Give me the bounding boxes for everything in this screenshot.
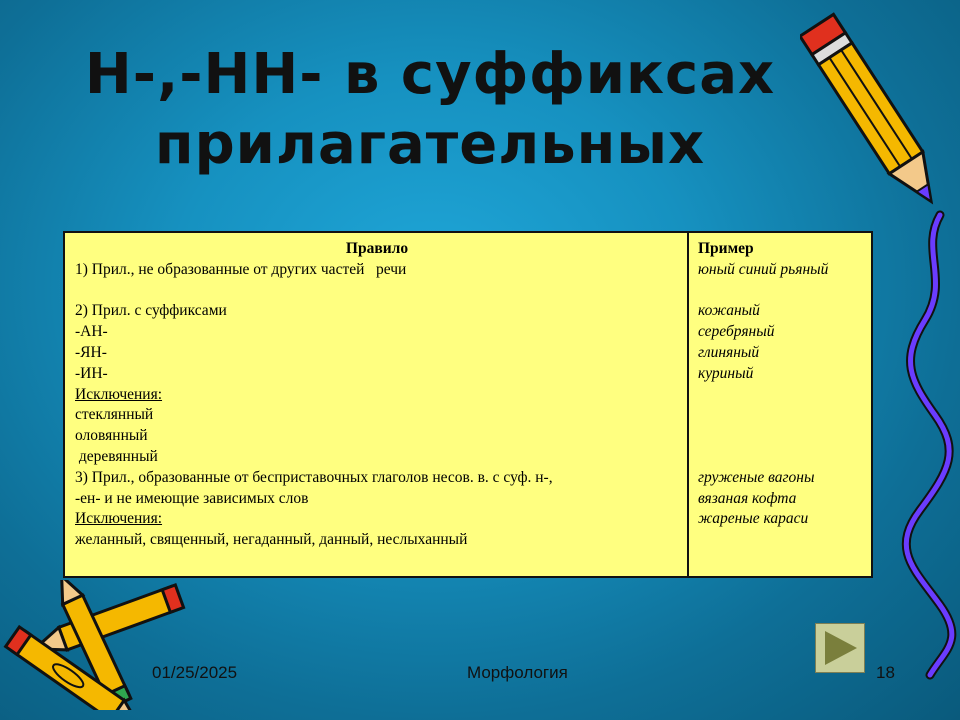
example-line — [698, 447, 863, 468]
example-line — [698, 405, 863, 426]
example-line: куриный — [698, 364, 754, 382]
rule-line: 3) Прил., образованные от бесприставочных глаголов несов. в. с суф. н-, — [75, 468, 553, 486]
rule-lines — [75, 260, 679, 551]
example-header: Пример — [698, 240, 754, 257]
example-column — [689, 233, 871, 576]
rule-line: -ен- и не имеющие зависимых слов — [75, 489, 309, 507]
pencil-icon — [800, 0, 950, 230]
rule-header: Правило — [345, 240, 409, 257]
rule-line: оловянный — [75, 427, 148, 445]
example-line — [698, 281, 863, 302]
rule-line: 1) Прил., не образованные от других частей речи — [75, 260, 407, 278]
example-line: вязаная кофта — [698, 489, 797, 507]
example-line: груженые вагоны — [698, 468, 815, 486]
example-line — [698, 385, 863, 406]
rule-line: Исключения: — [75, 510, 163, 528]
rule-line: Исключения: — [75, 385, 163, 403]
rule-line — [75, 281, 679, 302]
example-lines — [698, 260, 863, 530]
rule-line: стеклянный — [75, 406, 154, 424]
page-number: 18 — [876, 663, 895, 682]
rule-column — [65, 233, 689, 576]
next-slide-button[interactable] — [815, 623, 865, 673]
crossed-pencils-icon — [0, 580, 195, 710]
example-line: жареные караси — [698, 510, 809, 528]
example-line: кожаный — [698, 302, 760, 320]
rule-line: желанный, священный, негаданный, данный, неслыханный — [75, 531, 468, 549]
play-triangle-icon — [816, 624, 864, 672]
rule-line: деревянный — [75, 447, 158, 465]
rule-line: 2) Прил. с суффиксами — [75, 302, 227, 320]
example-line — [698, 426, 863, 447]
example-line: юный синий рьяный — [698, 260, 829, 278]
footer-title: Морфология — [467, 663, 568, 682]
title-line-2: прилагательных — [154, 112, 706, 177]
squiggle-decoration — [900, 210, 960, 680]
rule-line: -АН- — [75, 323, 108, 341]
slide-title — [40, 40, 820, 180]
rules-table — [63, 231, 873, 578]
footer-date: 01/25/2025 — [152, 663, 238, 682]
rule-line: -ЯН- — [75, 343, 107, 361]
example-line: серебряный — [698, 323, 775, 341]
rule-line: -ИН- — [75, 364, 108, 382]
example-line: глиняный — [698, 343, 760, 361]
title-line-1: Н-,-НН- в суффиксах — [84, 42, 776, 107]
